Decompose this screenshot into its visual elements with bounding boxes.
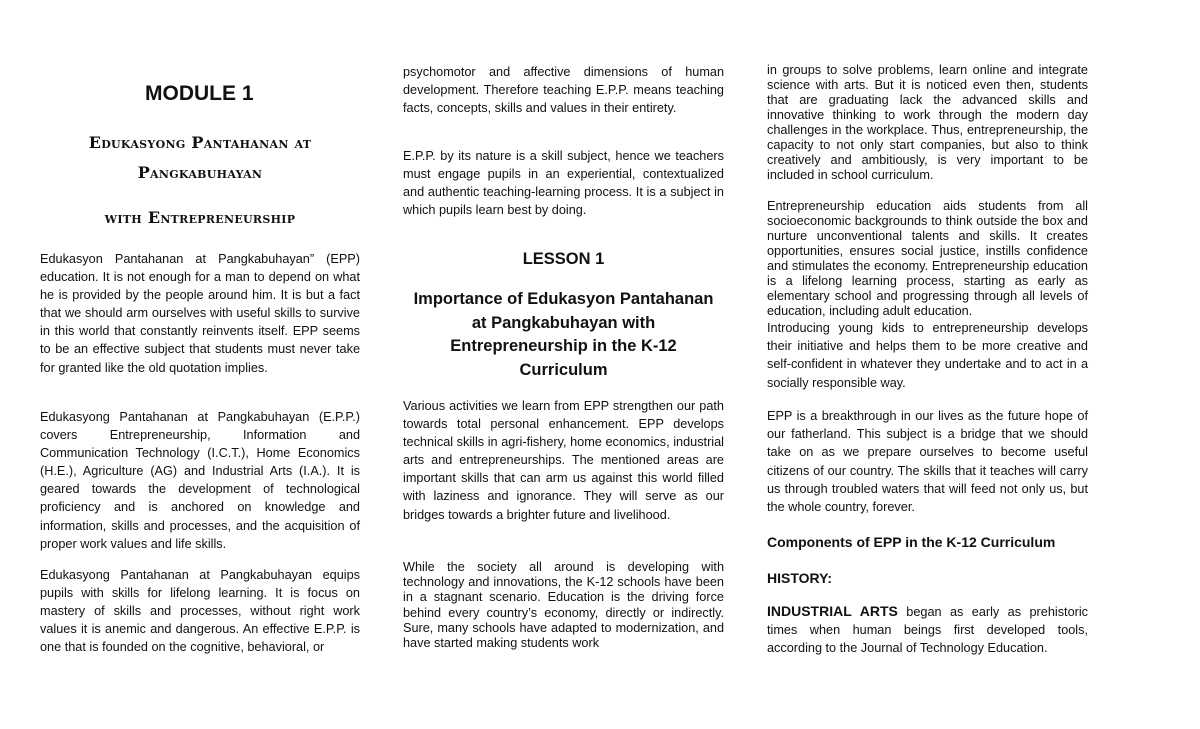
entrepreneurship-education-paragraph: Entrepreneurship education aids students from all socioeconomic backgrounds to think outside the box and nurture unconventional talents and skills. It creates opportunities, ensures social justice, instills confidence and stimulates the economy. Entrepreneurship education is a lifelong learning process, starting as early as elementary school and progressing through all levels of education, including adult education. [767,199,1088,318]
subject-subtitle: with Entrepreneurship [104,208,296,227]
problem-solving-paragraph: in groups to solve problems, learn online and integrate science with arts. But it is noticed even then, students that are graduating lack the advanced skills and innovative thinking to work through the modern day challenges in the workplace. Thus, entrepreneurship, the capacity to not only start companies, but also to think creatively and ambitiously, is very important to be included in school curriculum. [767,63,1088,182]
history-heading: HISTORY: [767,570,833,586]
coverage-paragraph: Edukasyong Pantahanan at Pangkabuhayan (E.P.P.) covers Entrepreneurship, Information and Communication Technology (I.C.T.), Home Economics (H.E.), Agriculture (AG) and Industrial Arts (I.A.). It is geared towards the development of technological proficiency and is anchored on knowledge and information, skills and processes, and the acquisition of proper work values and life skills. [40,410,360,551]
industrial-arts-text: began as early as prehistoric times when human beings first developed tools, according to the Journal of Technology Education. [767,605,1089,656]
components-heading: Components of EPP in the K-12 Curriculum [767,534,1056,550]
lesson-label: LESSON 1 [522,250,605,268]
lesson-title [403,288,724,382]
subject-title-line-1: Edukasyong Pantahanan at [88,133,312,152]
lifelong-learning-paragraph: Edukasyong Pantahanan at Pangkabuhayan equips pupils with skills for lifelong learning. It is focus on mastery of skills and processes, without right work values it is anemic and dangerous. An effective E.P.P. is one that is founded on the cognitive, behavioral, or [40,568,360,655]
intro-paragraph: Edukasyon Pantahanan at Pangkabuhayan” (EPP) education. It is not enough for a man to depend on what he is provided by the people around him. It is but a fact that we should arm ourselves with useful skills to survive in this world that constantly reinvents itself. EPP seems to be an effective subject that students must never take for granted like the old quotation implies. [40,252,360,375]
module-title: MODULE 1 [145,82,254,105]
lesson-title-line-1: Importance of Edukasyon Pantahanan [413,290,714,308]
lesson-title-line-2: at Pangkabuhayan with [471,313,656,332]
dimensions-paragraph: psychomotor and affective dimensions of human development. Therefore teaching E.P.P. means teaching facts, concepts, skills and values in their entirety. [403,65,724,116]
k12-paragraph: While the society all around is developing with technology and innovations, the K-12 schools have been in a stagnant scenario. Education is the driving force behind every country’s economy, directly or indirectly. Sure, many schools have adapted to modernization, and have started making students work [403,560,724,651]
breakthrough-paragraph: EPP is a breakthrough in our lives as the future hope of our fatherland. This subject is a bridge that we should take on as we prepare ourselves to become useful citizens of our country. The skills that it teaches will carry us through troubled waters that will feed not only us, but the whole country, forever. [767,409,1088,515]
activities-paragraph: Various activities we learn from EPP strengthen our path towards total personal enhancement. EPP develops technical skills in agri-fishery, home economics, industrial arts and entrepreneurships. The mentioned areas are important skills that can arm us against this world filled with laziness and ignorance. They will serve as our bridges towards a brighter future and livelihood. [403,399,724,522]
subject-title-line-2: Pangkabuhayan [137,163,263,182]
lesson-title-line-4: Curriculum [519,360,608,379]
young-kids-paragraph: Introducing young kids to entrepreneurship develops their initiative and helps them to be more creative and self-confident in whatever they undertake and to act in a socially responsible way. [767,321,1088,390]
industrial-arts-paragraph [767,602,1088,658]
skill-subject-paragraph: E.P.P. by its nature is a skill subject, hence we teachers must engage pupils in an experiential, contextualized and authentic teaching-learning process. It is a subject in which pupils learn best by doing. [403,149,724,218]
industrial-arts-label: INDUSTRIAL ARTS [767,603,898,619]
lesson-title-line-3: Entrepreneurship in the K-12 [450,337,677,355]
